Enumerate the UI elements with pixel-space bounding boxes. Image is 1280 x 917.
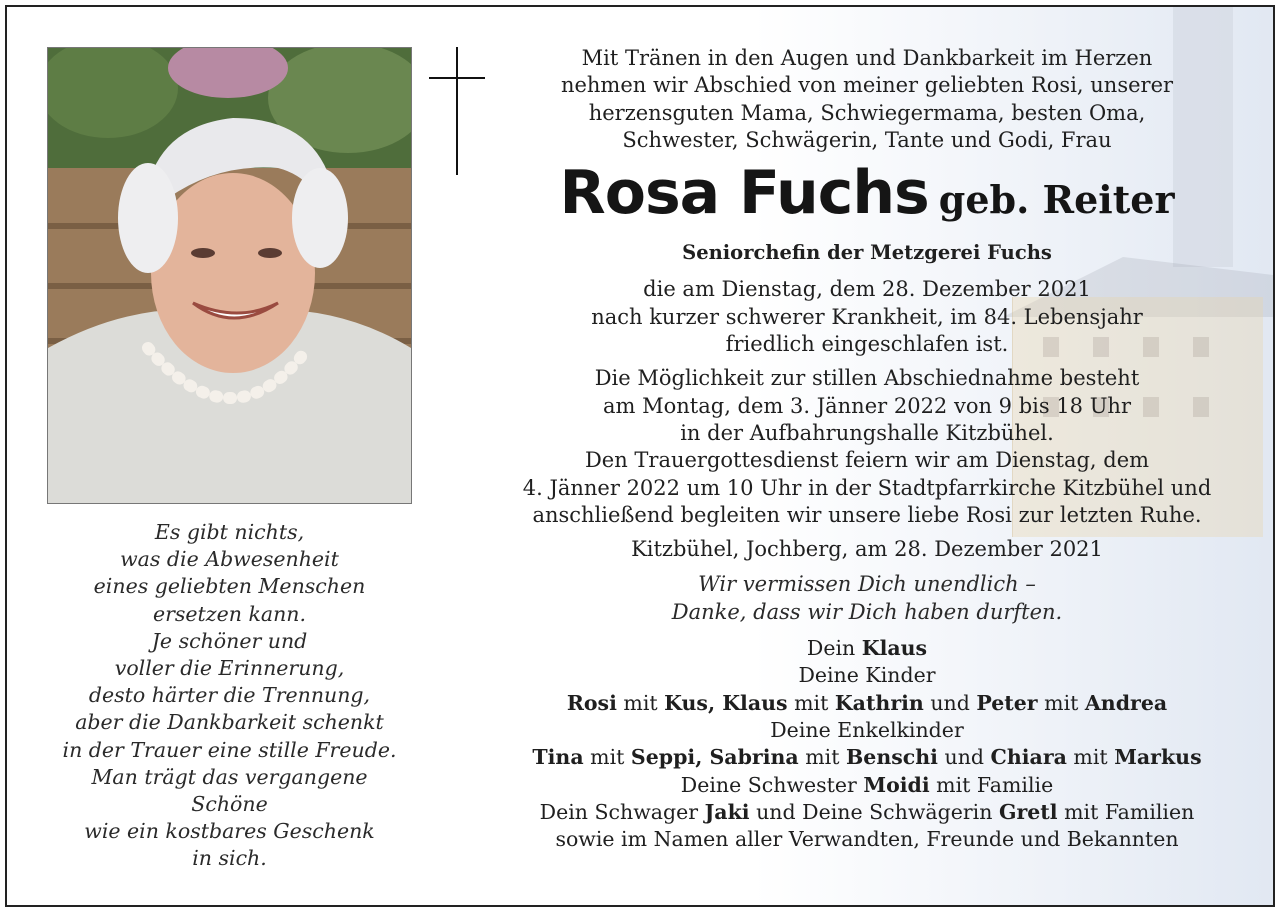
quote-line: Wir vermissen Dich unendlich – xyxy=(698,572,1036,597)
poem-line: ersetzen kann. xyxy=(152,601,307,626)
children-names: Rosi mit Kus, Klaus mit Kathrin und Peter mit Andrea xyxy=(566,690,1168,715)
intro-line: nehmen wir Abschied von meiner geliebten Rosi, unserer xyxy=(560,73,1174,98)
death-announcement xyxy=(502,276,1232,358)
poem-line: Es gibt nichts, xyxy=(154,520,305,544)
memorial-poem xyxy=(47,519,412,873)
husband-name: Klaus xyxy=(861,636,928,661)
intro-line: Schwester, Schwägerin, Tante und Godi, Frau xyxy=(622,127,1112,152)
poem-line: wie ein kostbares Geschenk xyxy=(84,819,375,844)
service-line: in der Aufbahrungshalle Kitzbühel. xyxy=(680,420,1054,445)
deceased-name: Rosa Fuchs xyxy=(559,158,929,229)
poem-line: in der Trauer eine stille Freude. xyxy=(62,737,397,762)
service-line: 4. Jänner 2022 um 10 Uhr in der Stadtpfarrkirche Kitzbühel und xyxy=(522,475,1212,500)
grandchildren-names: Tina mit Seppi, Sabrina mit Benschi und Chiara mit Markus xyxy=(532,745,1202,770)
quote-line: Danke, dass wir Dich haben durften. xyxy=(671,599,1063,624)
notice-text xyxy=(502,45,1232,853)
poem-line: voller die Erinnerung, xyxy=(114,656,345,681)
poem-line: eines geliebten Menschen xyxy=(93,574,366,599)
service-details xyxy=(502,365,1232,529)
service-line: Die Möglichkeit zur stillen Abschiednahme besteht xyxy=(594,366,1140,391)
deceased-title: Seniorchefin der Metzgerei Fuchs xyxy=(682,241,1052,265)
intro-line: herzensguten Mama, Schwiegermama, besten Oma, xyxy=(588,100,1146,125)
grandchildren-label: Deine Enkelkinder xyxy=(770,717,964,742)
family-inlaws: Dein Schwager Jaki und Deine Schwägerin Gretl mit Familien xyxy=(539,799,1195,824)
children-label: Deine Kinder xyxy=(798,663,936,688)
service-line: Den Trauergottesdienst feiern wir am Dienstag, dem xyxy=(584,448,1150,473)
family-closing: sowie im Namen aller Verwandten, Freunde und Bekannten xyxy=(555,827,1179,852)
death-line: nach kurzer schwerer Krankheit, im 84. Lebensjahr xyxy=(591,304,1143,329)
portrait-photo xyxy=(47,47,412,504)
death-line: friedlich eingeschlafen ist. xyxy=(725,332,1009,357)
service-line: anschließend begleiten wir unsere liebe Rosi zur letzten Ruhe. xyxy=(532,502,1202,527)
poem-line: was die Abwesenheit xyxy=(120,547,339,572)
poem-line: Man trägt das vergangene xyxy=(91,764,368,789)
maiden-name: geb. Reiter xyxy=(938,177,1175,223)
farewell-quote xyxy=(502,571,1232,626)
family-sister: Deine Schwester Moidi mit Familie xyxy=(680,772,1054,797)
family-husband: Dein Klaus xyxy=(806,636,928,661)
poem-line: desto härter die Trennung, xyxy=(88,683,371,708)
poem-line: in sich. xyxy=(192,846,267,871)
intro-text xyxy=(502,45,1232,154)
poem-line: Je schöner und xyxy=(151,628,308,653)
deceased-name-row xyxy=(502,160,1232,239)
family-list xyxy=(502,635,1232,853)
intro-line: Mit Tränen in den Augen und Dankbarkeit im Herzen xyxy=(581,46,1153,70)
place-and-date: Kitzbühel, Jochberg, am 28. Dezember 2021 xyxy=(631,537,1103,562)
cross-icon xyxy=(429,47,485,177)
obituary-notice xyxy=(5,5,1275,907)
poem-line: Schöne xyxy=(191,792,268,817)
death-line: die am Dienstag, dem 28. Dezember 2021 xyxy=(643,277,1091,302)
poem-line: aber die Dankbarkeit schenkt xyxy=(75,710,384,735)
service-line: am Montag, dem 3. Jänner 2022 von 9 bis 18 Uhr xyxy=(603,393,1131,418)
